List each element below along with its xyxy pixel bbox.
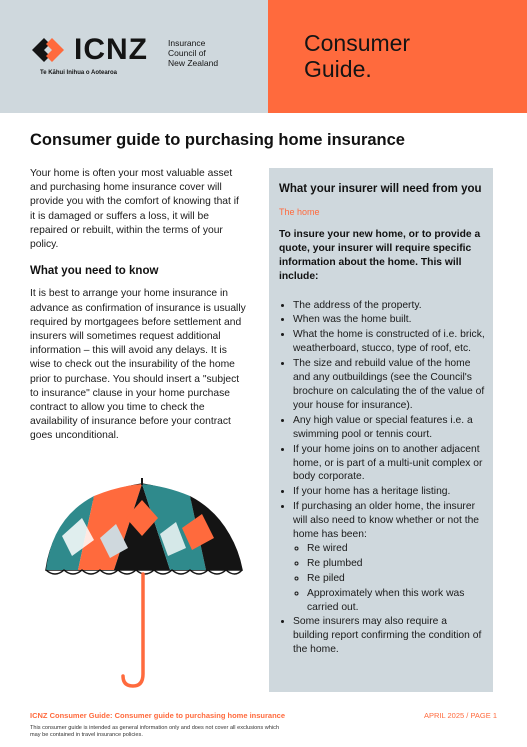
list-item: • The size and rebuild value of the home and any outbuildings (see the Council's brochure on calculating the of the value of your house for insurance). <box>293 357 485 413</box>
list-item: • When was the home built. <box>293 313 485 327</box>
brand-sub-line: Insurance <box>168 38 206 48</box>
umbrella-canopy <box>46 484 242 574</box>
brand-tagline: Te Kāhui Inihua o Aotearoa <box>40 70 118 76</box>
need-to-know-paragraph: It is best to arrange your home insurance in advance as confirmation of insurance is usually required by mortgagees before settlement and insurers will sometimes request additional information – this will avoid any delays. It is wise to check out the insurability of the home prior to purchase. You should insert a "subject to insurance" clause in your home purchase contract to allow you time to check the availability of insurance before your contract goes unconditional. <box>30 288 246 442</box>
brand-subtitle <box>168 38 248 68</box>
brand-sub-line: New Zealand <box>168 58 219 68</box>
intro-paragraph: Your home is often your most valuable asset and purchasing home insurance cover will provide you with the comfort of knowing that if it is damaged or suffers a loss, it will be repaired or rebuilt, within the terms of your policy. <box>30 168 239 251</box>
brand-block <box>0 0 268 113</box>
page-title: Consumer guide to purchasing home insurance <box>30 131 405 149</box>
guide-title <box>304 30 484 82</box>
umbrella-illustration <box>42 478 246 690</box>
list-item: • Some insurers may also require a building report confirming the condition of the home. <box>293 615 485 657</box>
list-item: • Any high value or special features i.e. a swimming pool or tennis court. <box>293 414 485 442</box>
footer-title: ICNZ Consumer Guide: Consumer guide to purchasing home insurance <box>30 711 286 720</box>
sub-list-item: ◦ Approximately when this work was carried out. <box>307 587 485 615</box>
umbrella-handle <box>123 574 143 686</box>
list-item-text: If purchasing an older home, the insurer will also need to know whether or not the home has been: <box>293 501 480 541</box>
guide-block <box>268 0 527 113</box>
panel-heading: What your insurer will need from you <box>279 183 482 195</box>
sub-list-item: ◦ Re wired <box>307 542 485 556</box>
older-home-sublist <box>293 542 485 615</box>
brand-wordmark: ICNZ <box>74 33 148 66</box>
need-to-know-heading: What you need to know <box>30 265 159 278</box>
list-item: • The address of the property. <box>293 299 485 313</box>
footer-disclaimer: This consumer guide is intended as general information only and does not cover all exclusions which may be contained in travel insurance policies. <box>30 725 280 738</box>
left-column <box>30 167 246 444</box>
guide-title-line: Consumer <box>304 30 411 56</box>
list-item: • If your home joins on to another adjacent home, or is part of a multi-unit complex or body corporate. <box>293 443 485 485</box>
panel-content <box>279 182 485 658</box>
sub-list-item: ◦ Re piled <box>307 572 485 586</box>
sub-list-item: ◦ Re plumbed <box>307 557 485 571</box>
list-item: • If your home has a heritage listing. <box>293 485 485 499</box>
list-item-older-home <box>293 500 485 614</box>
requirements-list <box>279 299 485 658</box>
panel-lead: To insure your new home, or to provide a quote, your insurer will require specific information about the home. This will include: <box>279 228 481 282</box>
guide-title-line: Guide. <box>304 56 372 82</box>
footer-date-page: APRIL 2025 / PAGE 1 <box>424 711 497 720</box>
header <box>0 0 527 113</box>
brand-sub-line: Council of <box>168 48 206 58</box>
insurer-needs-panel <box>269 168 493 692</box>
icnz-logo-icon <box>30 36 70 64</box>
list-item: • What the home is constructed of i.e. brick, weatherboard, stucco, type of roof, etc. <box>293 328 485 356</box>
panel-eyebrow: The home <box>279 207 320 217</box>
